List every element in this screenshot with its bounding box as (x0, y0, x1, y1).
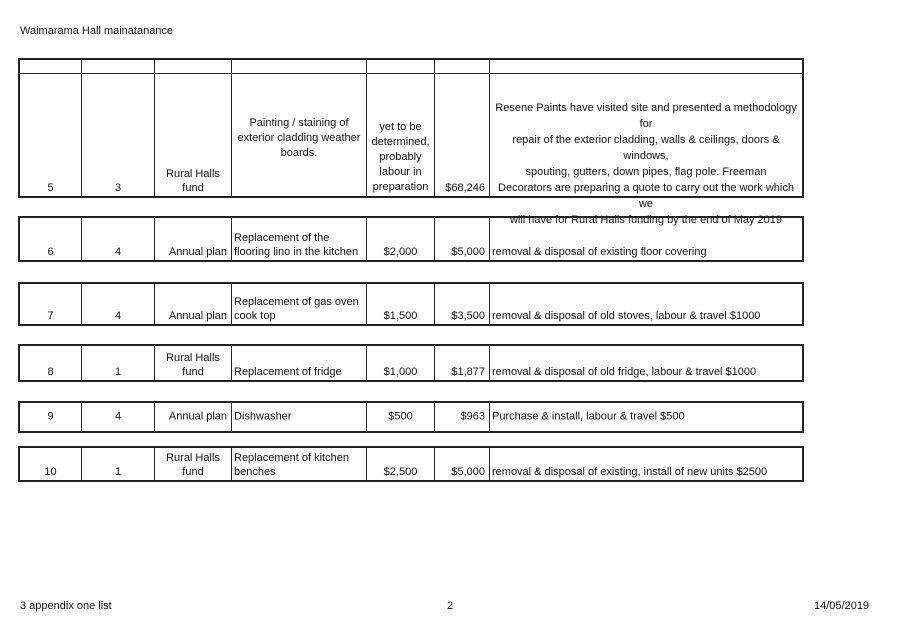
priority: 3 (114, 182, 122, 194)
notes: removal & disposal of existing floor covering (492, 246, 707, 258)
row-number: 10 (44, 466, 57, 478)
description: Painting / staining of exterior cladding weather boards. (237, 117, 361, 159)
estimated-cost: $500 (388, 410, 413, 423)
notes: removal & disposal of existing, install of new units $2500 (492, 466, 768, 478)
estimated-cost: yet to be determined, probably labour in preparation (371, 121, 430, 193)
fund-source: Annual plan (168, 310, 227, 322)
description: Replacement of gas oven cook top (234, 296, 359, 322)
row-number: 6 (47, 246, 54, 258)
row-number: 7 (47, 310, 54, 322)
notes: removal & disposal of old fridge, labour & travel $1000 (492, 366, 757, 378)
estimated-cost: $2,500 (383, 466, 418, 478)
row-number: 8 (47, 366, 54, 378)
table-row-5 (18, 58, 804, 226)
priority: 1 (114, 366, 122, 378)
table-row-7 (18, 282, 804, 326)
notes: Resene Paints have visited site and presented a methodology for repair of the exterior cladding, walls & ceilings, doors & windows, spouting, gutters, down pipes, flag pole. Freeman Decorators are preparing a quote to carry out the work which we will have for Rural Halls funding by the end of May 2019 (495, 102, 797, 226)
description: Replacement of fridge (234, 366, 342, 378)
priority: 4 (114, 246, 122, 258)
estimated-cost: $1,000 (383, 366, 418, 378)
total-cost: $5,000 (451, 466, 485, 478)
priority: 4 (114, 410, 122, 423)
table-row-10 (18, 446, 804, 482)
footer-document-name: 3 appendix one list (20, 600, 112, 612)
document-title: Waimarama Hall mainatanance (20, 25, 174, 37)
footer-page-number: 2 (447, 600, 454, 612)
fund-source: Rural Halls fund (166, 168, 220, 194)
priority: 1 (114, 466, 122, 478)
fund-source: Rural Halls fund (166, 352, 220, 378)
total-cost: $1,877 (451, 366, 485, 378)
description: Replacement of kitchen benches (234, 452, 349, 478)
total-cost: $5,000 (451, 246, 485, 258)
table-row-9 (18, 401, 804, 433)
fund-source: Annual plan (168, 246, 227, 258)
fund-source: Rural Halls fund (166, 452, 220, 478)
table-row-8 (18, 344, 804, 382)
priority: 4 (114, 310, 122, 322)
table-row-6 (18, 216, 804, 262)
notes: Purchase & install, labour & travel $500 (492, 410, 685, 423)
description: Replacement of the flooring lino in the kitchen (234, 232, 359, 258)
row-number: 9 (47, 410, 54, 423)
footer-date: 14/05/2019 (814, 600, 870, 612)
estimated-cost: $1,500 (383, 310, 418, 322)
total-cost: $963 (460, 410, 485, 423)
notes: removal & disposal of old stoves, labour & travel $1000 (492, 310, 761, 322)
description: Dishwasher (234, 410, 292, 423)
total-cost: $68,246 (445, 182, 485, 194)
total-cost: $3,500 (451, 310, 485, 322)
row-number: 5 (47, 182, 54, 194)
fund-source: Annual plan (168, 410, 227, 423)
estimated-cost: $2,000 (383, 246, 418, 258)
